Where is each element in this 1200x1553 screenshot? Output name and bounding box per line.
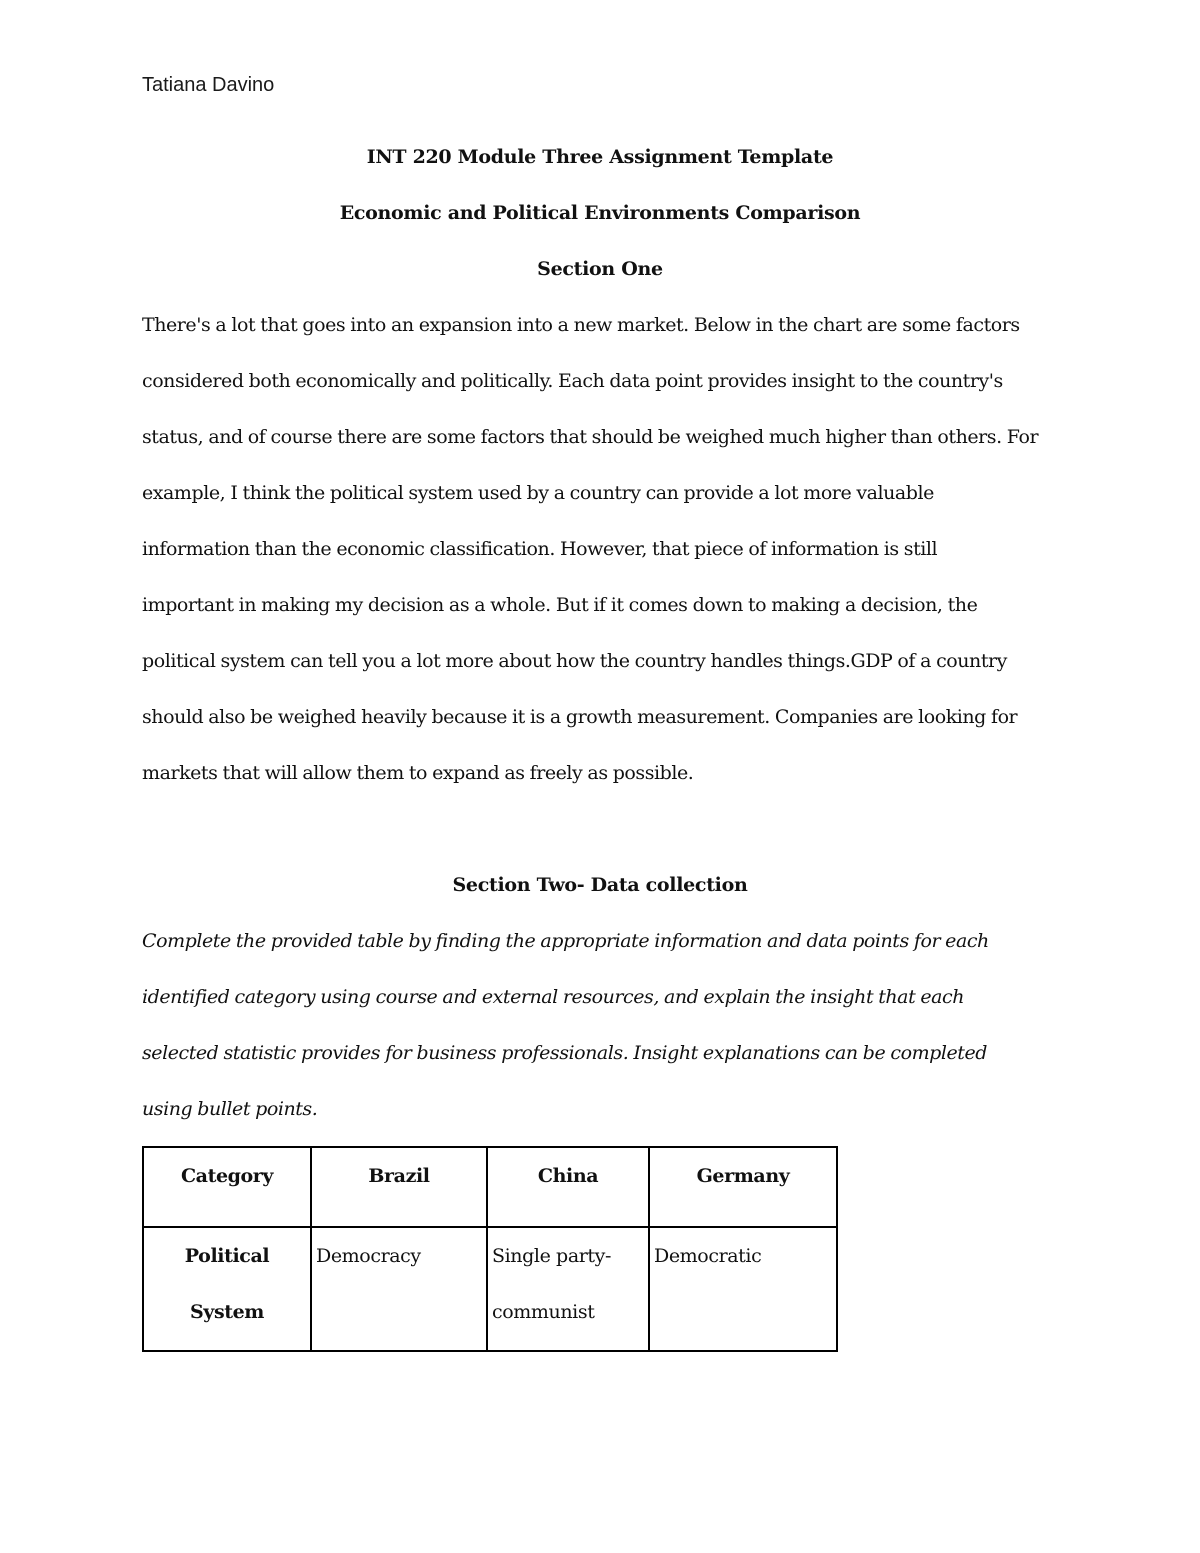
- paragraph-line: information than the economic classification. However, that piece of information is still: [142, 538, 938, 560]
- cell-line: Political: [184, 1245, 270, 1267]
- instruction-line: selected statistic provides for business professionals. Insight explanations can be completed: [142, 1042, 987, 1064]
- table-header-row: [143, 1147, 837, 1227]
- blank-line: [142, 801, 1058, 857]
- header-germany: Germany: [649, 1147, 837, 1227]
- instruction-line: Complete the provided table by finding the appropriate information and data points for each: [142, 930, 989, 952]
- paragraph-line: example, I think the political system used by a country can provide a lot more valuable: [142, 482, 934, 504]
- document-body: [142, 129, 1058, 1137]
- cell-brazil: [311, 1227, 487, 1351]
- instruction-line: identified category using course and external resources, and explain the insight that each: [142, 986, 964, 1008]
- header-category: Category: [143, 1147, 311, 1227]
- paragraph-line: considered both economically and politically. Each data point provides insight to the country's: [142, 370, 1003, 392]
- section-one-paragraph: [142, 297, 1058, 801]
- cell-china: [487, 1227, 649, 1351]
- section-two-instructions: [142, 913, 1058, 1137]
- cell-line: communist: [492, 1301, 595, 1323]
- cell-line: Democratic: [654, 1245, 762, 1267]
- cell-line: Single party-: [492, 1245, 612, 1267]
- table-row: [143, 1227, 837, 1351]
- row-category-political-system: [143, 1227, 311, 1351]
- document-title: INT 220 Module Three Assignment Template: [366, 146, 834, 168]
- section-two-heading: Section Two- Data collection: [452, 874, 748, 896]
- section-one-heading: Section One: [537, 258, 663, 280]
- paragraph-line: markets that will allow them to expand as freely as possible.: [142, 762, 694, 784]
- author-name: Tatiana Davino: [142, 74, 275, 96]
- instruction-line: using bullet points.: [142, 1098, 318, 1120]
- cell-line: Democracy: [316, 1245, 421, 1267]
- paragraph-line: status, and of course there are some factors that should be weighed much higher than others. For: [142, 426, 1039, 448]
- paragraph-line: should also be weighed heavily because it is a growth measurement. Companies are looking for: [142, 706, 1018, 728]
- header-china: China: [487, 1147, 649, 1227]
- paragraph-line: There's a lot that goes into an expansion into a new market. Below in the chart are some factors: [142, 314, 1020, 336]
- cell-germany: [649, 1227, 837, 1351]
- cell-line: System: [189, 1301, 265, 1323]
- header-brazil: Brazil: [311, 1147, 487, 1227]
- data-collection-table: [142, 1146, 838, 1352]
- paragraph-line: political system can tell you a lot more about how the country handles things.GDP of a country: [142, 650, 1007, 672]
- paragraph-line: important in making my decision as a whole. But if it comes down to making a decision, the: [142, 594, 978, 616]
- document-subtitle: Economic and Political Environments Comparison: [339, 202, 861, 224]
